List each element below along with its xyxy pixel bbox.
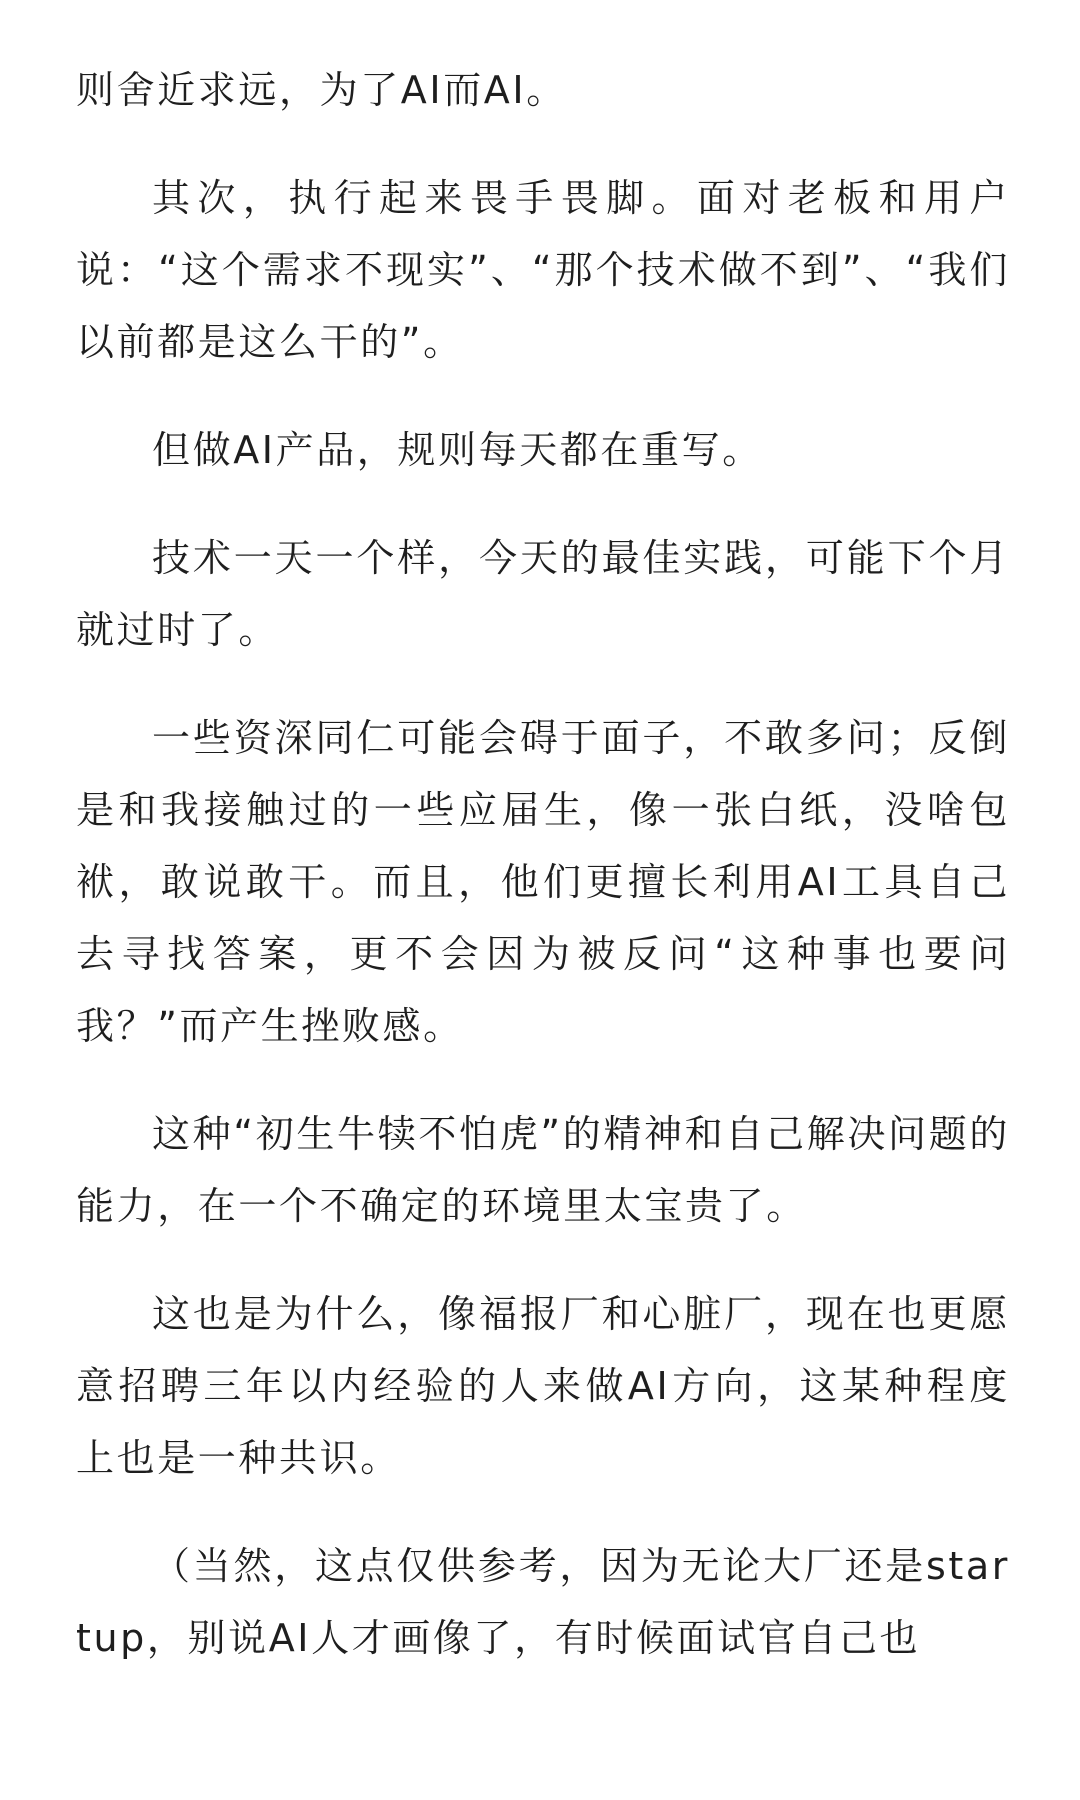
- paragraph-5: 一些资深同仁可能会碍于面子，不敢多问；反倒是和我接触过的一些应届生，像一张白纸，没啥包袱，敢说敢干。而且，他们更擅长利用AI工具自己去寻找答案，更不会因为被反问“这种事也要问我？”而产生挫败感。: [76, 716, 1010, 1048]
- paragraph-3: 但做AI产品，规则每天都在重写。: [152, 428, 763, 472]
- paragraph-1: 则舍近求远，为了AI而AI。: [76, 68, 567, 112]
- article-body: [76, 54, 1010, 1710]
- paragraph-7: 这也是为什么，像福报厂和心脏厂，现在也更愿意招聘三年以内经验的人来做AI方向，这某种程度上也是一种共识。: [76, 1292, 1010, 1480]
- paragraph-8: （当然，这点仅供参考，因为无论大厂还是startup，别说AI人才画像了，有时候面试官自己也: [76, 1544, 1010, 1660]
- paragraph-2: 其次，执行起来畏手畏脚。面对老板和用户说：“这个需求不现实”、“那个技术做不到”、“我们以前都是这么干的”。: [76, 176, 1010, 364]
- paragraph-6: 这种“初生牛犊不怕虎”的精神和自己解决问题的能力，在一个不确定的环境里太宝贵了。: [76, 1112, 1010, 1228]
- paragraph-4: 技术一天一个样，今天的最佳实践，可能下个月就过时了。: [76, 536, 1010, 652]
